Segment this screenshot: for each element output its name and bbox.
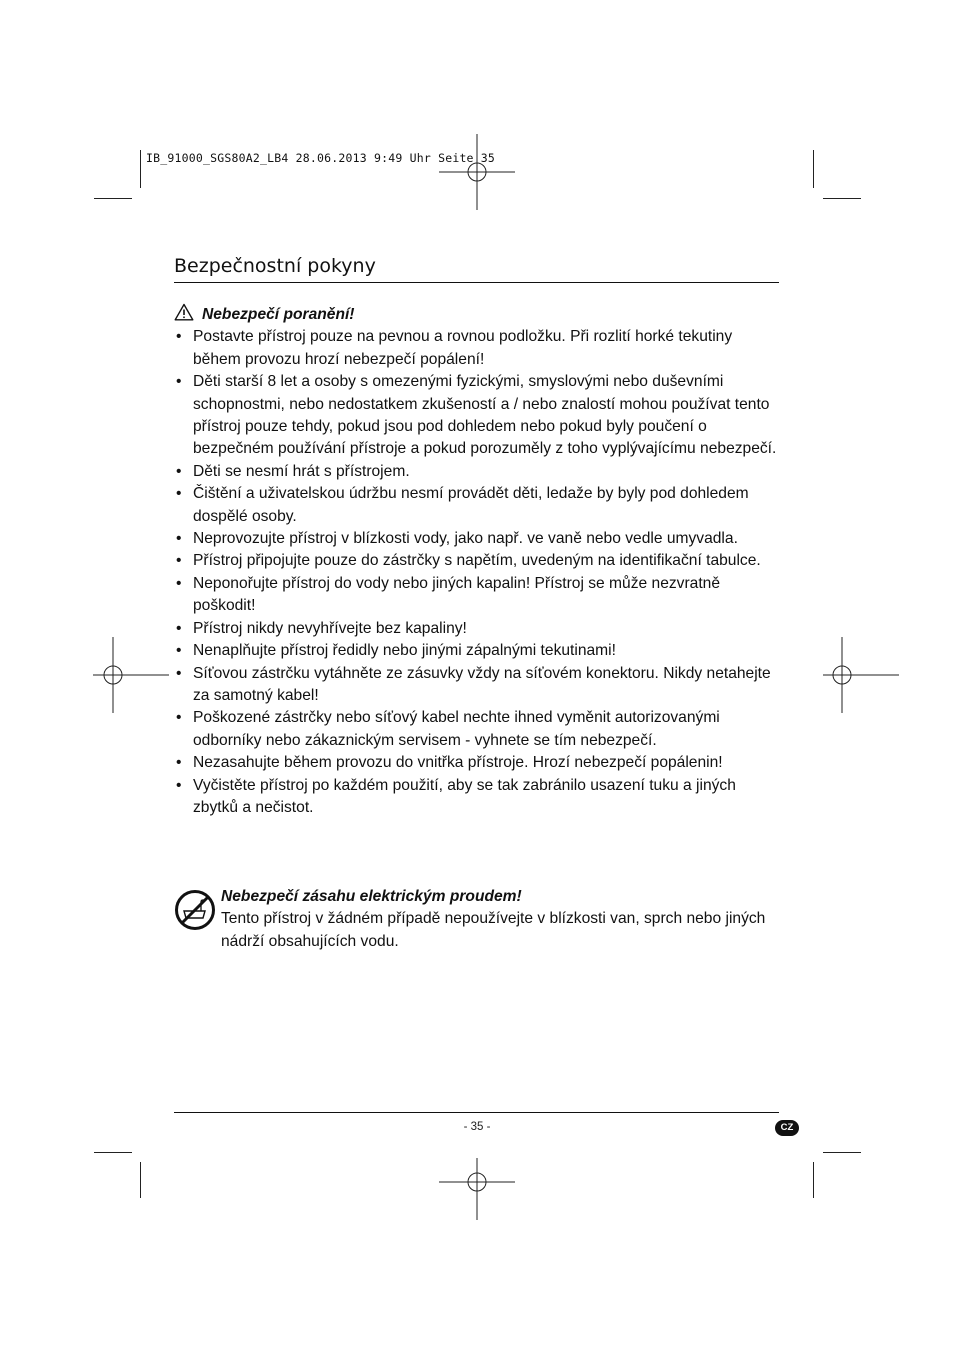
list-item: • Nenaplňujte přístroj ředidly nebo jinými zápalnými tekutinami! [174,640,779,662]
crop-mark [140,1162,141,1198]
list-item: • Děti se nesmí hrát s přístrojem. [174,461,779,483]
list-item: • Neprovozujte přístroj v blízkosti vody, jako např. ve vaně nebo vedle umyvadla. [174,528,779,550]
injury-section [174,303,779,819]
list-item: • Přístroj připojujte pouze do zástrčky s napětím, uvedeným na identifikační tabulce. [174,550,779,572]
list-item: • Vyčistěte přístroj po každém použití, aby se tak zabránilo usazení tuku a jiných zbytků a nečistot. [174,775,779,820]
list-item: • Čištění a uživatelskou údržbu nesmí provádět děti, ledaže by byly pod dohledem dospělé osoby. [174,483,779,528]
registration-mark-icon [439,1144,515,1220]
warning-triangle-icon [174,303,194,321]
electric-title: Nebezpečí zásahu elektrickým proudem! [221,888,522,905]
list-item: • Poškozené zástrčky nebo síťový kabel nechte ihned vyměnit autorizovanými odborníky nebo zákaznickým servisem - vyhnete se tím nebezpečí. [174,707,779,752]
no-bathtub-icon [174,889,216,931]
list-item: • Přístroj nikdy nevyhřívejte bez kapaliny! [174,618,779,640]
page-title: Bezpečnostní pokyny [174,255,376,277]
crop-mark [813,1162,814,1198]
injury-list [174,326,779,819]
footer-rule [174,1112,779,1113]
crop-mark [823,198,861,199]
list-item: • Neponořujte přístroj do vody nebo jiných kapalin! Přístroj se může nezvratně poškodit! [174,573,779,618]
injury-title: Nebezpečí poranění! [202,306,355,323]
heading-rule [174,282,779,283]
list-item: • Postavte přístroj pouze na pevnou a rovnou podložku. Při rozlití horké tekutiny během provozu hrozí nebezpečí popálení! [174,326,779,371]
electric-section [221,886,781,953]
list-item: • Děti starší 8 let a osoby s omezenými fyzickými, smyslovými nebo duševními schopnostmi, nebo nedostatkem zkušeností a / nebo znalostí mohou používat tento přístroj pouze tehdy, pokud jsou pod dohledem nebo pokud byly poučení o bezpečném používání přístroje a pokud porozuměly z toho vyplývajícímu nebezpečí. [174,371,779,461]
print-slug: IB_91000_SGS80A2_LB4 28.06.2013 9:49 Uhr Seite 35 [146,151,496,165]
registration-mark-icon [93,637,169,713]
language-badge: CZ [775,1120,799,1136]
crop-mark [140,150,141,188]
registration-mark-icon [823,637,899,713]
crop-mark [94,198,132,199]
crop-mark [813,150,814,188]
page-number: - 35 - [463,1121,491,1133]
crop-mark [94,1152,132,1153]
registration-mark-icon [439,134,515,210]
list-item: • Nezasahujte během provozu do vnitřka přístroje. Hrozí nebezpečí popálenin! [174,752,779,774]
list-item: • Síťovou zástrčku vytáhněte ze zásuvky vždy na síťovém konektoru. Nikdy netahejte za samotný kabel! [174,663,779,708]
electric-text: Tento přístroj v žádném případě nepoužívejte v blízkosti van, sprch nebo jiných nádrží obsahujících vodu. [221,910,766,950]
injury-title-row [174,303,779,326]
crop-mark [823,1152,861,1153]
